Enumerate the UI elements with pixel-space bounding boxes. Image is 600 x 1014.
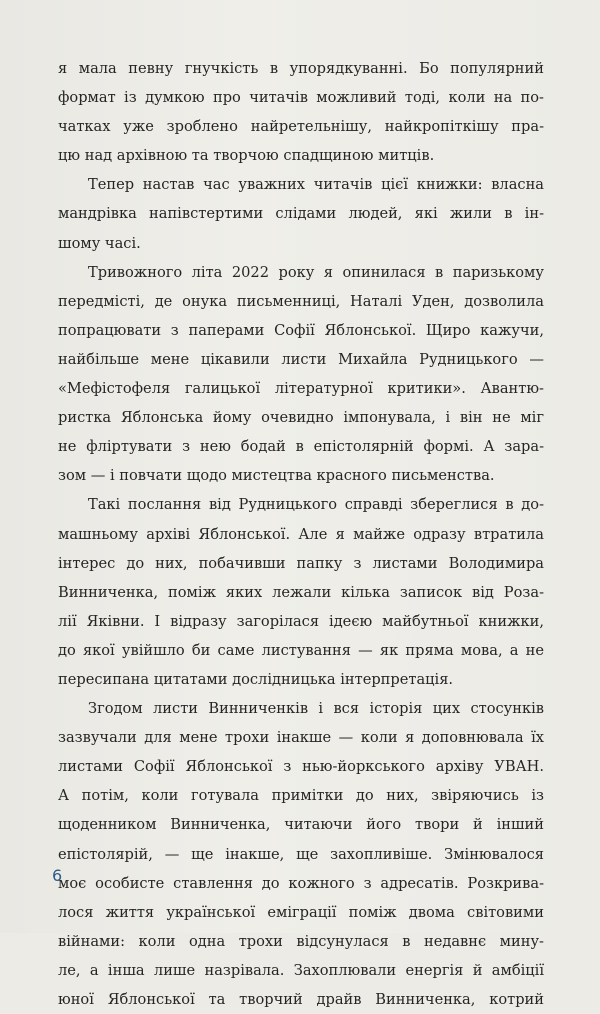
text-line: чатках уже зроблено найретельнішу, найкропіткішу пра- [58, 118, 544, 136]
text-line: зазвучали для мене трохи інакше — коли я доповнювала їх [58, 729, 544, 747]
paragraph [58, 694, 544, 1014]
text-line: Тепер настав час уважних читачів цієї книжки: власна [88, 176, 544, 194]
text-line: Тривожного літа 2022 року я опинилася в паризькому [88, 263, 544, 281]
text-line: мандрівка напівстертими слідами людей, які жили в ін- [58, 205, 544, 223]
text-line: лося життя української еміграції поміж двома світовими [58, 903, 544, 921]
text-line: юної Яблонської та творчий драйв Винниченка, котрий [58, 991, 544, 1008]
text-line: ле, а інша лише назрівала. Захоплювали енергія й амбіції [58, 961, 544, 979]
text-line: А потім, коли готувала примітки до них, звіряючись із [58, 787, 544, 805]
text-line: Згодом листи Винниченків і вся історія цих стосунків [88, 700, 544, 718]
paragraph [58, 54, 544, 170]
text-line: формат із думкою про читачів можливий тоді, коли на по- [58, 89, 544, 107]
text-line: шому часі. [58, 234, 141, 252]
text-line: епістолярій, — ще інакше, ще захопливіше. Змінювалося [58, 845, 544, 863]
text-line: до якої увійшло би саме листування — як пряма мова, а не [58, 641, 544, 659]
paragraph [58, 490, 544, 694]
paragraph [58, 258, 544, 491]
page-number: 6 [52, 866, 63, 885]
text-line: моє особисте ставлення до кожного з адресатів. Розкрива- [58, 874, 544, 892]
text-line: щоденником Винниченка, читаючи його твори й інший [58, 816, 544, 834]
text-line: я мала певну гнучкість в упорядкуванні. Бо популярний [58, 60, 544, 77]
text-line: зом — і повчати щодо мистецтва красного письменства. [58, 467, 495, 485]
text-line: лії Яківни. І відразу загорілася ідеєю майбутньої книжки, [58, 612, 544, 630]
body-text [58, 54, 544, 1014]
text-line: інтерес до них, побачивши папку з листами Володимира [58, 554, 544, 572]
text-line: «Мефістофеля галицької літературної критики». Авантю- [58, 380, 544, 398]
text-line: Такі послання від Рудницького справді збереглися в до- [88, 496, 544, 514]
text-line: листами Софії Яблонської з нью-йоркського архіву УВАН. [58, 758, 544, 776]
text-line: пересипана цитатами дослідницька інтерпретація. [58, 670, 454, 688]
text-line: Винниченка, поміж яких лежали кілька записок від Роза- [58, 583, 544, 601]
text-line: цю над архівною та творчою спадщиною митців. [58, 147, 435, 165]
paragraph [58, 170, 544, 257]
text-line: найбільше мене цікавили листи Михайла Рудницького — [58, 350, 544, 368]
text-line: не фліртувати з нею бодай в епістолярній формі. А зара- [58, 438, 544, 456]
text-line: ристка Яблонська йому очевидно імпонувала, і він не міг [58, 409, 544, 427]
text-line: машньому архіві Яблонської. Але я майже одразу втратила [58, 525, 544, 543]
text-line: попрацювати з паперами Софії Яблонської. Щиро кажучи, [58, 321, 544, 339]
text-line: війнами: коли одна трохи відсунулася в недавнє мину- [58, 932, 544, 950]
text-line: передмісті, де онука письменниці, Наталі Уден, дозволила [58, 292, 544, 310]
